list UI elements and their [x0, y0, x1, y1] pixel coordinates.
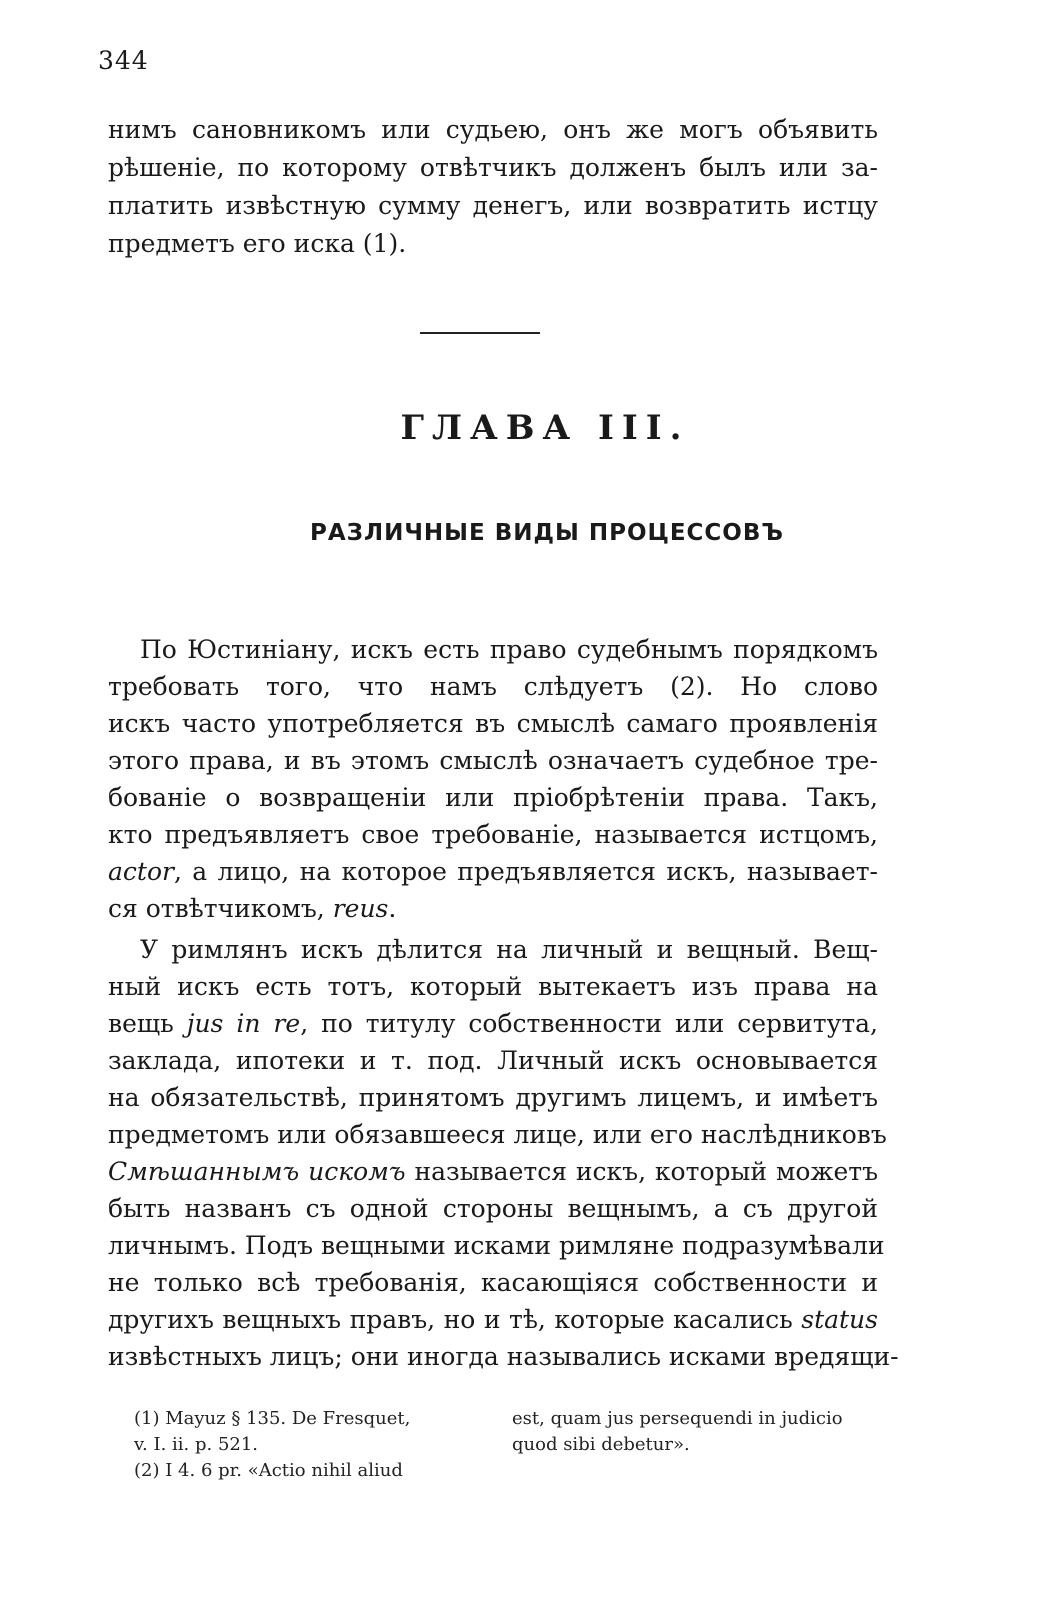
text-line: этого права, и въ этомъ смыслѣ означаетъ судебное тре- [108, 746, 878, 775]
footnote-line: quod sibi debetur». [512, 1434, 690, 1455]
footnote-line: v. I. ii. p. 521. [134, 1434, 259, 1455]
text-line [108, 854, 878, 890]
text-span: , а лицо, на которое предъявляется искъ, называет- [173, 857, 878, 886]
text-span: вещь [108, 1009, 187, 1038]
section-title: РАЗЛИЧНЫЕ ВИДЫ ПРОЦЕССОВЪ [310, 520, 784, 546]
text-line: на обязательствѣ, принятомъ другимъ лицемъ, и имѣетъ [108, 1083, 878, 1112]
text-line: извѣстныхъ лицъ; они иногда назывались исками вредящи- [108, 1342, 899, 1371]
text-line [108, 1006, 878, 1042]
text-line: У римлянъ искъ дѣлится на личный и вещный. Вещ- [140, 935, 878, 964]
text-span: другихъ вещныхъ правъ, но и тѣ, которые касались [108, 1305, 802, 1334]
footnote-line: (2) I 4. 6 pr. «Actio nihil aliud [134, 1460, 403, 1481]
text-span: называется искъ, который можетъ [405, 1157, 878, 1186]
text-line: заклада, ипотеки и т. под. Личный искъ основывается [108, 1046, 878, 1075]
text-span: . [388, 894, 397, 923]
text-line: платить извѣстную сумму денегъ, или возвратить истцу [108, 191, 878, 220]
text-span: ся отвѣтчикомъ, [108, 894, 333, 923]
text-line: не только всѣ требованія, касающіяся собственности и [108, 1268, 878, 1297]
text-line [108, 891, 878, 927]
text-line: рѣшеніе, по которому отвѣтчикъ долженъ былъ или за- [108, 153, 878, 182]
text-span: , по титулу собственности или сервитута, [300, 1009, 878, 1038]
latin-term: actor [108, 857, 174, 886]
text-line: предметомъ или обязавшееся лице, или его наслѣдниковъ [108, 1120, 887, 1149]
text-line: нимъ сановникомъ или судьею, онъ же могъ объявить [108, 115, 878, 144]
latin-term: status [801, 1305, 878, 1334]
footnote-line: (1) Mayuz § 135. De Fresquet, [134, 1408, 411, 1429]
text-line: кто предъявляетъ свое требованіе, называется истцомъ, [108, 820, 878, 849]
text-line: ный искъ есть тотъ, который вытекаетъ изъ права на [108, 972, 878, 1001]
footnote-line: est, quam jus persequendi in judicio [512, 1408, 843, 1429]
text-line: искъ часто употребляется въ смыслѣ самаго проявленія [108, 709, 878, 738]
text-line: бованіе о возвращеніи или пріобрѣтеніи права. Такъ, [108, 783, 878, 812]
text-line [108, 1302, 878, 1338]
chapter-title: ГЛАВА III. [400, 408, 690, 448]
text-line: предметъ его иска (1). [108, 229, 407, 258]
text-line: требовать того, что намъ слѣдуетъ (2). Но слово [108, 672, 878, 701]
term-emphasis: Смѣшаннымъ искомъ [108, 1157, 406, 1186]
text-line: быть названъ съ одной стороны вещнымъ, а съ другой [108, 1194, 878, 1223]
text-line: личнымъ. Подъ вещными исками римляне подразумѣвали [108, 1231, 885, 1260]
text-line: По Юстиніану, искъ есть право судебнымъ порядкомъ [140, 635, 878, 664]
page-number: 344 [98, 46, 149, 75]
latin-term: reus [332, 894, 389, 923]
section-divider [420, 332, 540, 334]
text-line [108, 1154, 878, 1190]
latin-term: jus in re [186, 1009, 301, 1038]
